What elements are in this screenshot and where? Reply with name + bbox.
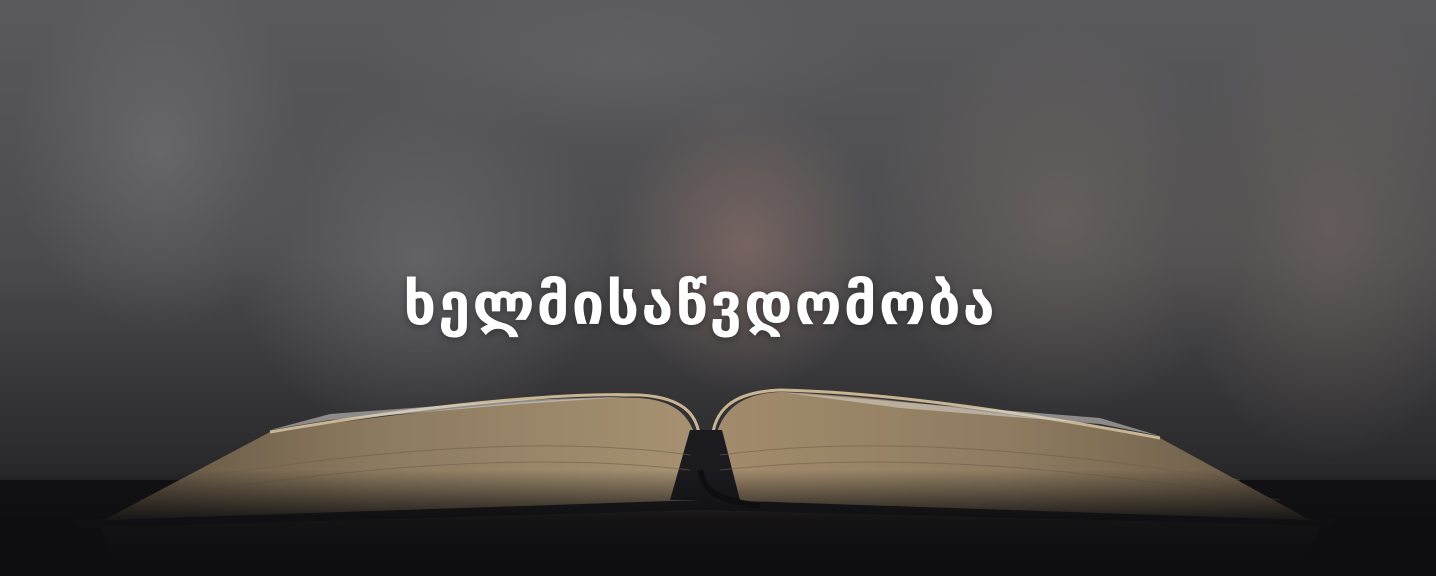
page-title: ხელმისაწვდომობა: [403, 269, 997, 338]
table-reflection: [0, 470, 1436, 576]
